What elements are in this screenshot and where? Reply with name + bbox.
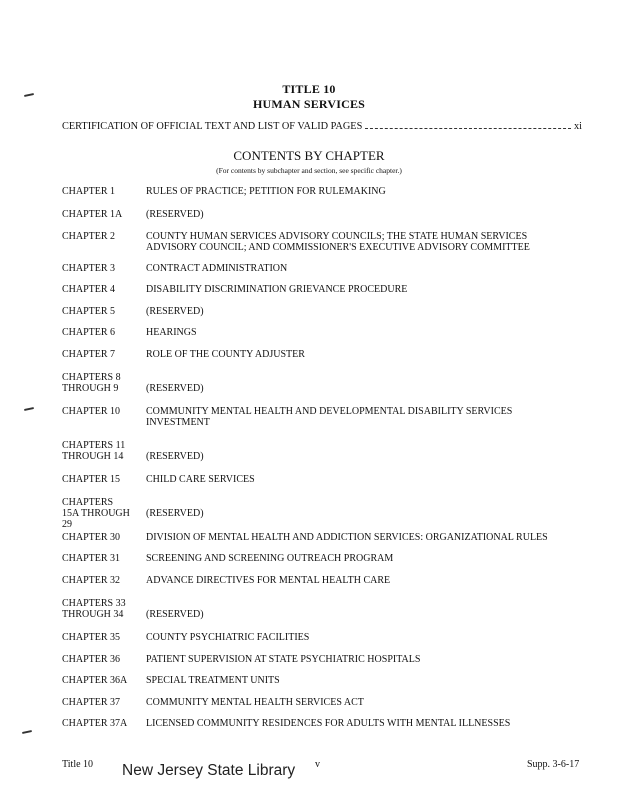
chapter-title: COUNTY HUMAN SERVICES ADVISORY COUNCILS; THE STATE HUMAN SERVICES ADVISORY COUNCIL; AND COMMISSIONER'S EXECUTIVE ADVISORY COMMITTEE — [146, 231, 530, 253]
chapter-title: CHILD CARE SERVICES — [146, 474, 255, 485]
footer-title: Title 10 — [62, 759, 94, 770]
chapter-number: CHAPTER 37A — [62, 718, 128, 729]
chapter-title: LICENSED COMMUNITY RESIDENCES FOR ADULTS WITH MENTAL ILLNESSES — [146, 718, 511, 729]
chapter-number: CHAPTER 4 — [62, 284, 116, 295]
chapter-title: (RESERVED) — [146, 508, 204, 519]
chapter-number: CHAPTER 7 — [62, 349, 116, 360]
scan-mark — [24, 407, 34, 411]
scan-mark — [22, 730, 32, 734]
contents-heading: CONTENTS BY CHAPTER — [233, 148, 385, 163]
certification-line — [62, 121, 582, 135]
supplement-date: Supp. 3-6-17 — [527, 759, 580, 770]
chapter-title: COMMUNITY MENTAL HEALTH AND DEVELOPMENTAL DISABILITY SERVICES INVESTMENT — [146, 406, 513, 428]
chapter-number: CHAPTERS 11 THROUGH 14 — [62, 440, 126, 462]
chapter-title: RULES OF PRACTICE; PETITION FOR RULEMAKING — [146, 186, 386, 197]
chapter-title: COMMUNITY MENTAL HEALTH SERVICES ACT — [146, 697, 364, 708]
chapter-title: COUNTY PSYCHIATRIC FACILITIES — [146, 632, 310, 643]
chapter-title: HEARINGS — [146, 327, 197, 338]
page-title: TITLE 10 — [282, 82, 336, 96]
chapter-title: ROLE OF THE COUNTY ADJUSTER — [146, 349, 305, 360]
chapter-number: CHAPTER 5 — [62, 306, 116, 317]
certification-text: CERTIFICATION OF OFFICIAL TEXT AND LIST OF VALID PAGES — [62, 121, 363, 132]
chapter-title: CONTRACT ADMINISTRATION — [146, 263, 288, 274]
chapter-number: CHAPTER 1A — [62, 209, 123, 220]
chapter-title: DISABILITY DISCRIMINATION GRIEVANCE PROCEDURE — [146, 284, 408, 295]
chapter-title: ADVANCE DIRECTIVES FOR MENTAL HEALTH CARE — [146, 575, 391, 586]
chapter-number: CHAPTER 6 — [62, 327, 116, 338]
chapter-number: CHAPTER 31 — [62, 553, 121, 564]
chapter-number: CHAPTER 36A — [62, 675, 128, 686]
certification-page: xi — [573, 121, 582, 132]
library-stamp: New Jersey State Library — [122, 762, 296, 779]
chapter-number: CHAPTERS 33 THROUGH 34 — [62, 598, 126, 620]
chapter-number: CHAPTER 1 — [62, 186, 116, 197]
chapter-number: CHAPTER 15 — [62, 474, 121, 485]
chapter-number: CHAPTER 35 — [62, 632, 121, 643]
chapter-title: (RESERVED) — [146, 306, 204, 317]
chapter-number: CHAPTER 32 — [62, 575, 121, 586]
chapter-title: (RESERVED) — [146, 451, 204, 462]
chapter-number: CHAPTER 3 — [62, 263, 116, 274]
chapter-title: DIVISION OF MENTAL HEALTH AND ADDICTION SERVICES: ORGANIZATIONAL RULES — [146, 532, 548, 543]
chapter-title: (RESERVED) — [146, 383, 204, 394]
contents-note: (For contents by subchapter and section, see specific chapter.) — [216, 166, 402, 175]
page-subtitle: HUMAN SERVICES — [252, 97, 366, 111]
chapter-number: CHAPTER 37 — [62, 697, 121, 708]
chapter-title: SPECIAL TREATMENT UNITS — [146, 675, 280, 686]
chapter-number: CHAPTER 2 — [62, 231, 116, 242]
chapter-number: CHAPTER 30 — [62, 532, 121, 543]
chapter-title: SCREENING AND SCREENING OUTREACH PROGRAM — [146, 553, 394, 564]
chapter-title: PATIENT SUPERVISION AT STATE PSYCHIATRIC HOSPITALS — [146, 654, 421, 665]
chapter-title: (RESERVED) — [146, 209, 204, 220]
chapter-title: (RESERVED) — [146, 609, 204, 620]
chapter-number: CHAPTERS 8 THROUGH 9 — [62, 372, 121, 394]
chapter-number: CHAPTER 10 — [62, 406, 121, 417]
chapter-number: CHAPTER 36 — [62, 654, 121, 665]
dot-leader — [365, 128, 571, 129]
page-number: v — [315, 759, 320, 770]
chapter-number: CHAPTERS 15A THROUGH 29 — [62, 497, 130, 530]
